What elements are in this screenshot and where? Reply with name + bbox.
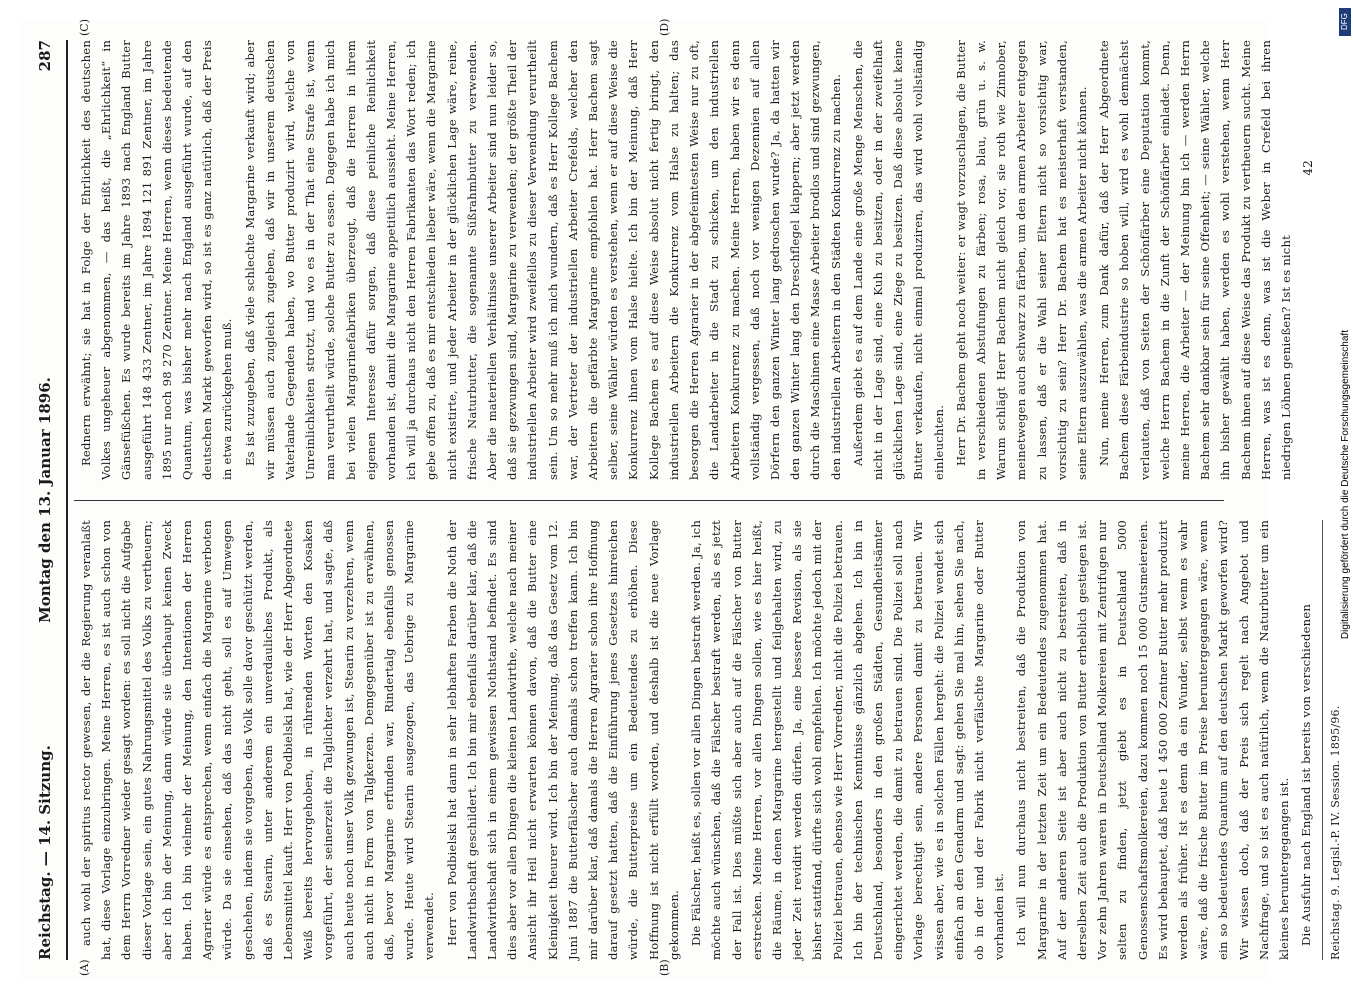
marker-c: (C) xyxy=(78,19,91,36)
left-column xyxy=(76,520,1343,960)
paragraph: Herr Dr. Bachem geht noch weiter: er wagt vorzuschlagen, die Butter in verschiedenen Abstufungen zu färben; rosa, blau, grün u. s. w. Warum schlägt Herr Bachem nicht gleich vor, sie roth wie Zinnober, meinetwegen auch schwarz zu färben, um den armen Arbeiter entgegen zu lassen, daß er die Wahl seiner Eltern nicht so vorsichtig war, vorsichtig zu sein? Herr Dr. Bachem hat es meisterhaft verstanden, seine Eltern auszuwählen, was die armen Arbeiter nicht können. xyxy=(953,40,1089,480)
page-header xyxy=(26,40,68,960)
newspaper-page xyxy=(18,18,1343,980)
dfg-funding-note: Digitalisierung gefördert durch die Deutsche Forschungsgemeinschaft xyxy=(1340,330,1351,640)
paragraph: Die Fälscher, heißt es, sollen vor allen Dingen bestraft werden. Ja, ich möchte auch wünschen, daß die Fälscher bestraft werden, als es jetzt der Fall ist. Dies müßte sich aber auch auf die Fälscher von Butter erstrecken. Meine Herren, vor allen Dingen sollen, wie es hier heißt, die Räume, in denen Margarine hergestellt und feilgehalten wird, zu jeder Zeit revidirt werden dürfen. Ja, eine bessere Revision, als sie bisher stattfand, dürfte sich wohl empfehlen. Ich möchte jedoch mit der Polizei betrauen, ebenso wie Herr Vorredner, nicht die Polizei betrauen. Ich bin der technischen Kenntnisse gänzlich abgehen. Ich bin in Deutschland, besonders in den großen Städten, Gesundheitsämter eingerichtet werden, die damit zu betrauen sind. Die Polizei soll nach Vorlage berechtigt sein, andere Personen damit zu betrauen. Wir wissen aber, wie es in solchen Fällen hergeht: die Polizei wendet sich einfach an den Gendarm und sagt: gehen Sie mal hin, sehen Sie nach, ob in der und der Fabrik nicht verfälschte Margarine oder Butter vorhanden ist. xyxy=(689,520,1007,960)
header-page-number: 287 xyxy=(36,40,54,72)
header-session: Reichstag. — 14. Sitzung. xyxy=(36,745,54,960)
column-divider xyxy=(74,500,1224,501)
paragraph: Nun, meine Herren, zum Dank dafür, daß der Herr Abgeordnete Bachem diese Färbeindustrie so hoben will, wird es wohl demnächst verlauten, daß von Seiten der Schönfärber eine Deputation kommt, welche Herrn Bachem in die Zunft der Schönfärber einladet. Denn, meine Herren, die Arbeiter — der Meinung bin ich — werden Herrn Bachem sehr dankbar sein für seine Offenheit; — seine Wähler, welche ihn bisher gewählt haben, werden es wohl verstehen, wenn Herr Bachem ihnen auf diese Weise das Produkt zu vertheuern sucht. Meine Herren, was ist es denn, was ist die Weber in Crefeld bei ihren niedrigen Löhnen genießen? Ist es nicht xyxy=(1097,40,1293,480)
paragraph: Ich will nun durchaus nicht bestreiten, daß die Produktion von Margarine in der letzten Zeit um ein Bedeutendes zugenommen hat. Auf der anderen Seite ist aber auch nicht zu bestreiten, daß in derselben Zeit auch die Produktion von Butter erheblich gestiegen ist. Vor zehn Jahren waren in Deutschland Molkereien mit Zentrifugen nur selten zu finden, jetzt giebt es in Deutschland 5000 Genossenschaftsmolkereien, dazu kommen noch 15 000 Gutsmeiereien. Es wird behauptet, daß heute 1 450 000 Zentner Butter mehr produzirt werden als früher. Ist es denn da ein Wunder, selbst wenn es wahr wäre, daß die frische Butter im Preise heruntergegangen wäre, wenn ein so bedeutendes Quantum auf den deutschen Markt geworfen wird? Wir wissen doch, daß der Preis sich regelt nach Angebot und Nachfrage, und so ist es auch natürlich, wenn die Naturbutter um ein kleines heruntergegangen ist. xyxy=(1014,520,1291,960)
marker-a: (A) xyxy=(78,959,91,976)
dfg-logo: DFG xyxy=(1339,8,1351,36)
paragraph: Herr von Podbielski hat dann in sehr lebhaften Farben die Noth der Landwirthschaft geschildert. Ich bin mir ebenfalls darüber klar, daß die Landwirthschaft sich in einem gewissen Nothstand befindet. Es sind dies aber vor allen Dingen die kleinen Landwirthe, welche nach meiner Ansicht ihr Heil nicht erwarten können davon, daß die Butter eine Kleinigkeit theurer wird. Ich bin der Meinung, daß das Gesetz vom 12. Juni 1887 die Butterfälscher auch damals schon treffen kann. Ich bin mir darüber klar, daß damals die Herren Agrarier schon ihre Hoffnung darauf gesetzt hatten, daß die Einführung jenes Gesetzes hinreichen würde, die Butterpreise um ein Bedeutendes zu erhöhen. Diese Hoffnung ist nicht erfüllt worden, und deshalb ist die neue Vorlage gekommen. xyxy=(444,520,681,960)
paragraph: Es ist zuzugeben, daß viele schlechte Margarine verkauft wird; aber wir müssen auch zugleich zugeben, daß wir in unserem deutschen Vaterlande Gegenden haben, wo Butter produzirt wird, welche von Unreinlichkeiten strotzt, und wo es in der That eine Strafe ist, wenn man verurtheilt würde, solche Butter zu essen. Dagegen habe ich mich bei vielen Margarinefabriken überzeugt, daß die Herren in ihrem eigenen Interesse dafür sorgen, daß diese peinliche Reinlichkeit vorhanden ist, damit die Margarine appetitlich aussieht. Meine Herren, ich will ja durchaus nicht den Herren Fabrikanten das Wort reden; ich gebe offen zu, daß es mir entschieden lieber wäre, wenn die Margarine nicht existirte, und jeder Arbeiter in der glücklichen Lage wäre, reine, frische Naturbutter, die sogenannte Süßrahmbutter zu verwenden. Aber die materiellen Verhältnisse unserer Arbeiter sind nun leider so, daß sie gezwungen sind, Margarine zu verwenden; der größte Theil der industriellen Arbeiter wird zweifellos zu dieser Verwendung verurtheilt sein. Um so mehr muß ich mich wundern, daß es Herr Kollege Bachem war, der Vertreter der industriellen Arbeiter Crefelds, welcher den Arbeitern die gefärbte Margarine empfohlen hat. Herr Bachem sagt selber, seine Wähler würden es verstehen, wenn er auf diese Weise die Konkurrenz ihnen vom Halse hielte. Ich bin der Meinung, daß Herr Kollege Bachem es auf diese Weise absolut nicht fertig bringt, den industriellen Arbeitern die Konkurrenz vom Halse zu halten; das besorgen die Herren Agrarier in der abgefeimtesten Weise nur zu oft, die Landarbeiter in die Stadt zu schicken, um den industriellen Arbeitern Konkurrenz zu machen. Meine Herren, haben wir es denn vollständig vergessen, daß noch vor wenigen Dezennien auf allen Dörfern den ganzen Winter lang gedroschen wurde? Ja, da hatten wir den ganzen Winter lang den Dreschflegel klappern; aber jetzt werden durch die Maschinen eine Masse Arbeiter brodlos und sind gezwungen, den industriellen Arbeitern in den Städten Konkurrenz zu machen. xyxy=(242,40,843,480)
bottom-number: 42 xyxy=(1301,160,1316,176)
header-date: Montag den 13. Januar 1896. xyxy=(36,377,54,623)
marker-d: (D) xyxy=(658,18,671,36)
paragraph: auch wohl der spiritus rector gewesen, der die Regierung veranlaßt hat, diese Vorlage einzubringen. Meine Herren, es ist auch schon von dem Herrn Vorredner wieder gesagt worden: es soll nicht die Aufgabe dieser Vorlage sein, ein gutes Nahrungsmittel des Volks zu vertheuern; aber ich bin der Meinung, dann würde sie überhaupt keinen Zweck haben. Ich bin vielmehr der Meinung, den Intentionen der Herren Agrarier würde es entsprechen, wenn einfach die Margarine verboten würde. Da sie einsehen, daß das nicht geht, soll es auf Umwegen geschehen, indem sie vorgeben, das Volk solle davor geschützt werden, daß es Stearin, unter anderem ein unverdauliches Produkt, als Lebensmittel kauft. Herr von Podbielski hat, wie der Herr Abgeordnete Weiß bereits hervorgehoben, in rührenden Worten den Kosaken vorgeführt, der seinerzeit die Talglichter verzehrt hat, und sagte, daß auch heute noch unser Volk gezwungen ist, Stearin zu verzehren, wenn auch nicht in Form von Talgkerzen. Demgegenüber ist zu erwähnen, daß, bevor Margarine erfunden war, Rindertalg ebenfalls genossen wurde. Heute wird Stearin ausgezogen, das Uebrige zu Margarine verwendet. xyxy=(79,520,437,960)
page-footer: Reichstag. 9. Legisl.-P. IV. Session. 1895/96. xyxy=(1322,520,1346,960)
marker-b: (B) xyxy=(658,959,671,976)
paragraph: Außerdem giebt es auf dem Lande eine große Menge Menschen, die nicht in der Lage sind, eine Kuh zu besitzen, oder in der zweifelhaft glücklichen Lage sind, eine Ziege zu besitzen. Daß diese absolut keine Butter verkaufen, nicht einmal produziren, das wird wohl vollständig einleuchten. xyxy=(850,40,946,480)
paragraph: Rednern erwähnt; sie hat in Folge der Ehrlichkeit des deutschen Volkes ungeheuer abgenommen, — das heißt, die „Ehrlichkeit“ in Gänsefüßchen. Es wurde bereits im Jahre 1893 nach England Butter ausgeführt 148 433 Zentner, im Jahre 1894 121 891 Zentner, im Jahre 1895 nur noch 98 270 Zentner. Meine Herren, wenn dieses bedeutende Quantum, was bisher mehr nach England ausgeführt wurde, auf den deutschen Markt geworfen wird, so ist es ganz natürlich, daß der Preis in etwa zurückgehen muß. xyxy=(79,40,235,480)
right-column xyxy=(76,40,1316,480)
paragraph: Die Ausfuhr nach England ist bereits von verschiedenen xyxy=(1299,603,1314,946)
